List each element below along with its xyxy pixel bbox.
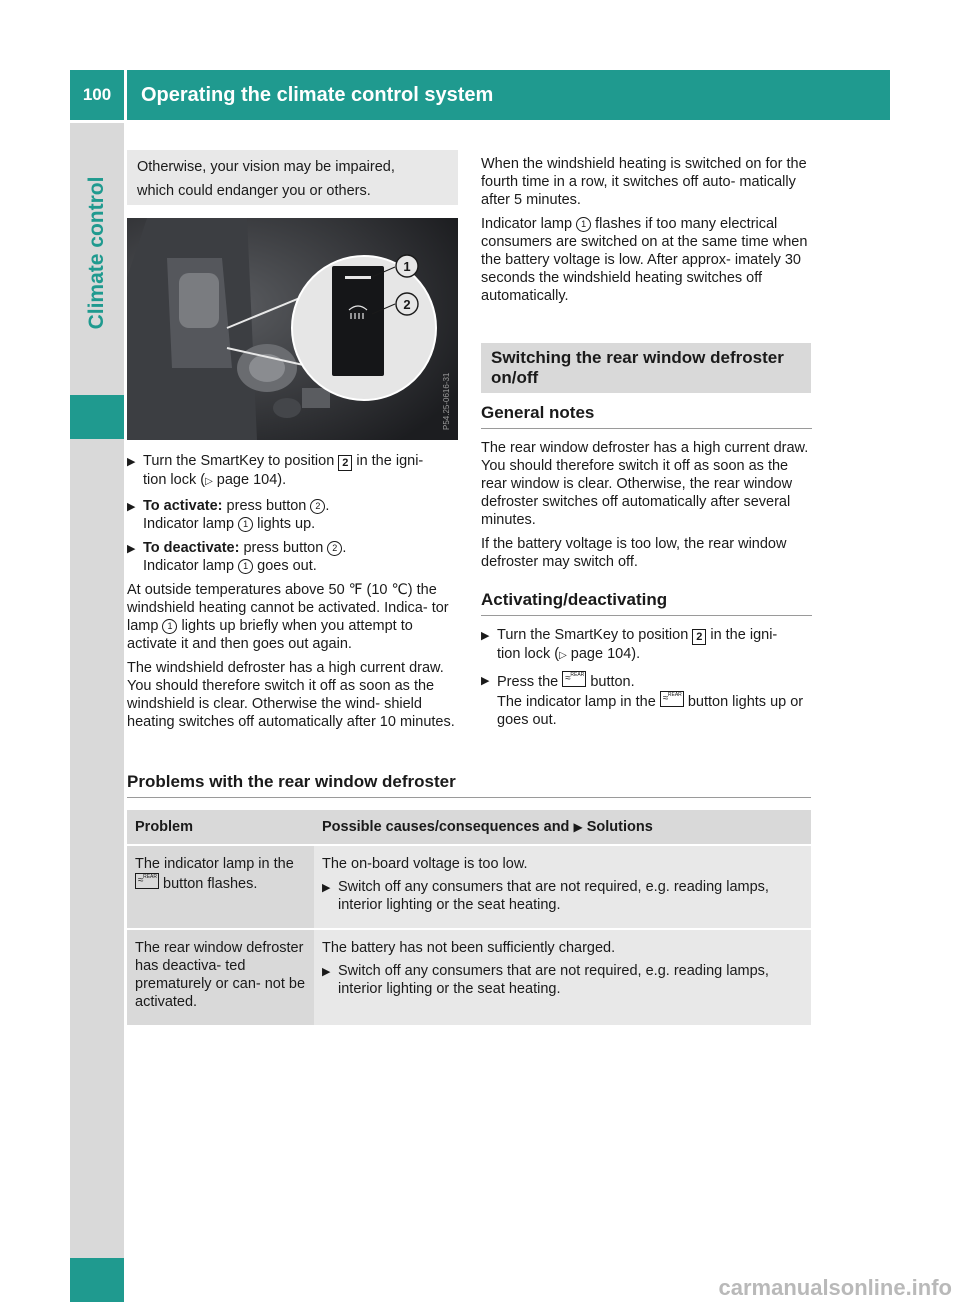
arrow-icon: ▶ [322, 966, 331, 978]
step-deactivate: ▶ To deactivate: press button 2 . Indicator lamp 1 goes out. [127, 540, 347, 574]
lamp-ref-icon: 1 [238, 559, 253, 574]
console-photo [127, 218, 458, 440]
solution-cell [314, 929, 811, 1025]
cause-text: The on-board voltage is too low. [322, 856, 528, 872]
solution-cell [314, 845, 811, 929]
warning-line-2: which could endanger you or others. [137, 183, 371, 199]
rear-defroster-icon [660, 691, 684, 707]
cause-text: The battery has not been sufficiently charged. [322, 940, 616, 956]
paragraph-fourth-time: When the windshield heating is switched on for the fourth time in a row, it switches off auto- matically after 5 minutes. [481, 156, 807, 208]
header-text: Solutions [586, 819, 653, 835]
step-text: tion lock ( [143, 472, 206, 488]
step-text: Turn the SmartKey to position [143, 453, 335, 469]
rear-defroster-icon [135, 873, 159, 889]
lamp-ref-icon: 1 [576, 217, 591, 232]
step-text: button. [590, 674, 635, 690]
position-box: 2 [338, 455, 352, 471]
step-text: in the igni- [356, 453, 424, 469]
step-label: To activate: [143, 498, 223, 514]
step-text: press button [226, 498, 307, 514]
solution-step [322, 878, 803, 914]
step-press-defroster [481, 671, 812, 729]
activating-heading: Activating/deactivating [481, 591, 812, 616]
left-column [127, 452, 459, 737]
paragraph-current-draw: The windshield defroster has a high current draw. You should therefore switch it off as soon as the windshield is clear. Otherwise the wind- shield heating switches off automatically after 10 minutes. [127, 660, 455, 730]
step-text: tion lock ( [497, 646, 560, 662]
column-header-problem: Problem [127, 810, 314, 845]
button-ref-icon: 2 [327, 541, 342, 556]
para-text: At outside temperatures above 50 ℉ (10 ℃) the windshield heating cannot be activated. Indica- tor lamp [127, 582, 449, 634]
paragraph-battery-low: If the battery voltage is too low, the rear window defroster may switch off. [481, 536, 787, 570]
step-ignition [127, 452, 459, 491]
step-label: To deactivate: [143, 540, 240, 556]
cell-text: The indicator lamp in the [135, 856, 294, 872]
arrow-icon: ▶ [573, 820, 583, 834]
step-text: Turn the SmartKey to position [497, 627, 689, 643]
warning-line-1: Otherwise, your vision may be impaired, [137, 159, 395, 175]
lamp-ref-icon: 1 [162, 619, 177, 634]
step-text: in the igni- [710, 627, 778, 643]
warning-box [127, 150, 458, 205]
right-column-top [481, 155, 812, 311]
rear-defroster-icon [562, 671, 586, 687]
arrow-icon: ▶ [481, 630, 490, 642]
solution-step [322, 962, 803, 998]
position-box: 2 [692, 629, 706, 645]
step-text: The indicator lamp in the [497, 694, 656, 710]
paragraph-rear-draw: The rear window defroster has a high current draw. You should therefore switch it off as soon as the rear window is clear. Otherwise, the rear window defroster switches off automatically after several minutes. [481, 440, 809, 528]
section-heading: Switching the rear window defroster on/off [481, 343, 811, 393]
photo-code: P54.25-0616-31 [442, 372, 451, 430]
lamp-ref-icon: 1 [238, 517, 253, 532]
button-ref-icon: 2 [310, 499, 325, 514]
step-text: Indicator lamp [143, 558, 235, 574]
header-text: Possible causes/consequences and [322, 819, 570, 835]
step-text: button lights up or goes out. [497, 694, 804, 728]
page-link[interactable]: page 104). [216, 472, 287, 488]
console-illustration [127, 218, 458, 440]
step-text: Press the [497, 674, 559, 690]
arrow-icon: ▶ [127, 543, 136, 555]
para-text: Indicator lamp [481, 216, 573, 232]
para-text: flashes if too many electrical consumers are switched on at the same time when the battery voltage is low. After approx- imately 30 seconds the windshield heating switches off automatically. [481, 216, 808, 304]
section-marker [70, 395, 124, 439]
arrow-icon: ▶ [127, 501, 136, 513]
step-ignition-right [481, 626, 812, 665]
arrow-icon: ▶ [481, 675, 490, 687]
table-header-row [127, 810, 811, 845]
page-ref-icon: ▷ [205, 476, 213, 487]
problem-cell [127, 845, 314, 929]
section-tab [70, 123, 124, 1258]
column-header-solutions [314, 810, 811, 845]
table-row [127, 929, 811, 1025]
step-text: lights up. [257, 516, 316, 532]
page-ref-icon: ▷ [559, 650, 567, 661]
page-number: 100 [70, 70, 124, 120]
arrow-icon: ▶ [322, 882, 331, 894]
section-tab-label: Climate control [85, 176, 108, 330]
callout-1-label: 1 [403, 259, 411, 274]
footer-tab [70, 1258, 124, 1302]
step-text: goes out. [257, 558, 317, 574]
page-link[interactable]: page 104). [570, 646, 641, 662]
paragraph-temperature [127, 581, 459, 653]
solution-text: Switch off any consumers that are not required, e.g. reading lamps, interior lighting or the seat heating. [338, 879, 769, 913]
page-title [127, 70, 890, 120]
step-text: press button [243, 540, 324, 556]
step-text: Indicator lamp [143, 516, 235, 532]
table-row [127, 845, 811, 929]
problem-cell: The rear window defroster has deactiva- ted prematurely or can- not be activated. [127, 929, 314, 1025]
paragraph-flashes [481, 215, 812, 305]
page-title-text: Operating the climate control system [141, 84, 494, 106]
problems-section [127, 773, 811, 1025]
watermark: carmanualsonline.info [718, 1275, 952, 1300]
problems-table [127, 810, 811, 1025]
arrow-icon: ▶ [127, 456, 136, 468]
right-column-notes [481, 404, 812, 735]
cell-text: button flashes. [163, 876, 258, 892]
step-activate: ▶ To activate: press button 2 . Indicator lamp 1 lights up. [127, 498, 330, 532]
callout-2-label: 2 [403, 297, 411, 312]
general-notes-heading: General notes [481, 404, 812, 429]
solution-text: Switch off any consumers that are not required, e.g. reading lamps, interior lighting or the seat heating. [338, 963, 769, 997]
problems-heading: Problems with the rear window defroster [127, 773, 811, 798]
para-text: lights up briefly when you attempt to activate it and then goes out again. [127, 618, 413, 652]
